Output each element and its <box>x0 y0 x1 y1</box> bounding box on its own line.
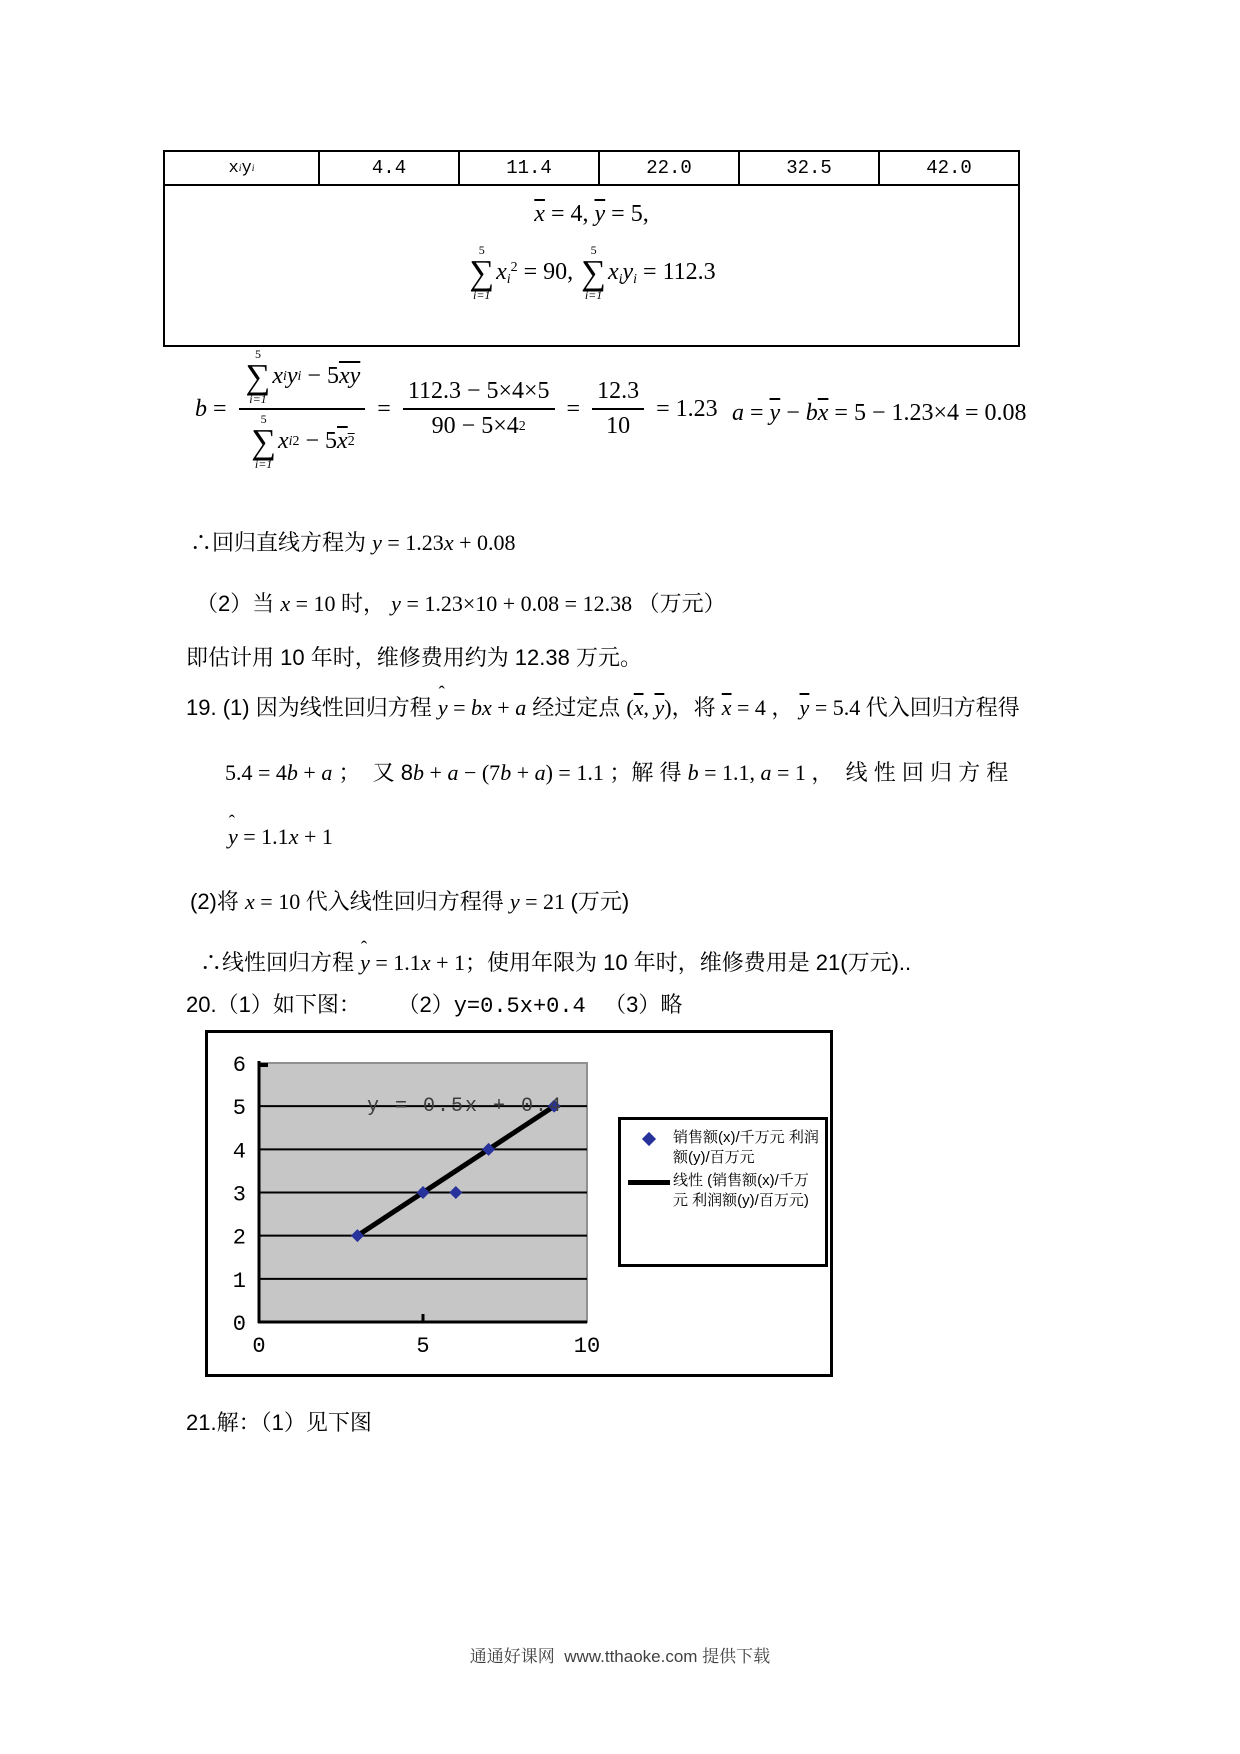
chart <box>205 1030 833 1377</box>
means-formula: $\overline{x} = 4$, $\overline{y} = 5$, <box>534 201 649 227</box>
table-row <box>165 152 1018 186</box>
table-cell: 4.4 <box>320 152 460 184</box>
table-cell: 22.0 <box>600 152 740 184</box>
svg-text:1: 1 <box>232 1268 246 1294</box>
diamond-marker-icon <box>625 1128 673 1167</box>
svg-text:y = 0.5x + 0.4: y = 0.5x + 0.4 <box>366 1095 563 1119</box>
legend-label: 销售额(x)/千万元 利润额(y)/百万元 <box>673 1129 819 1166</box>
legend-label: 线性 (销售额(x)/千万元 利润额(y)/百万元) <box>673 1172 809 1209</box>
table-header-cell: x i y i <box>165 152 320 184</box>
chart-legend <box>618 1117 828 1267</box>
answer-table <box>163 150 1020 347</box>
svg-text:2: 2 <box>232 1225 246 1251</box>
svg-text:10: 10 <box>573 1334 601 1359</box>
table-cell: 32.5 <box>740 152 880 184</box>
svg-text:0: 0 <box>232 1312 246 1337</box>
regression-conclusion-line: ∴回归直线方程为 y = 1.23x + 0.08 <box>190 530 516 555</box>
a-coefficient-formula: $a = \overline{y} - b\overline{x} = 5 - 1.23\times 4 = 0.08$ <box>732 400 1027 426</box>
question19-equation-line: y ˆ = 1.1x + 1 <box>228 824 333 850</box>
table-formula-area <box>165 186 1018 345</box>
legend-item-points <box>625 1128 821 1167</box>
question19-line2: 5.4 = 4b + a ； 又 8b + a − (7b + a) = 1.1 ；解 得 b = 1.1, a = 1 ， 线 性 回 归 方 程 <box>225 760 1009 785</box>
line-marker-icon <box>625 1171 673 1210</box>
svg-text:5: 5 <box>416 1334 430 1359</box>
legend-item-line <box>625 1171 821 1210</box>
page-footer: 通通好课网 www.tthaoke.com 提供下载 <box>469 1647 771 1666</box>
sums-formula: 5 ∑ i=1 $xi^2 = 90$, 5 ∑ i=1 xiyi = 112.3 <box>469 243 716 303</box>
table-cell: 11.4 <box>460 152 600 184</box>
b-coefficient-formula: b = 5 ∑ i=1 x i y i − 5 $\overline{xy}$ 5 ∑ i=1 x i 2 − 5 $\overline{x}$ 2 = 112.3 − 5×4×5 90 − 5×4 2 = $\frac{12.3}{10}$ = 1.23 <box>195 347 718 472</box>
question19-part2-line: (2)将 x = 10 代入线性回归方程得 y = 21 (万元) <box>190 889 630 914</box>
question18-part2-line: （2）当 x = 10 时， y = 1.23×10 + 0.08 = 12.38 （万元） <box>196 591 726 616</box>
svg-text:3: 3 <box>232 1182 246 1208</box>
question20-line: 20.（1）如下图： （2）y=0.5x+0.4 （3）略 <box>186 992 683 1019</box>
svg-text:5: 5 <box>232 1096 246 1122</box>
svg-text:0: 0 <box>252 1334 266 1359</box>
table-cell: 42.0 <box>926 157 972 179</box>
svg-text:4: 4 <box>232 1139 246 1165</box>
question19-line1: 19. (1) 因为线性回归方程 y ˆ = bx + a 经过定点 ($\overline{x}$, $\overline{y}$)，将 $\overline{x} = 4$ ， $\overline{y} = 5.4$ 代入回归方程得 <box>186 691 1020 722</box>
estimate-line: 即估计用 10 年时，维修费用约为 12.38 万元。 <box>186 645 642 670</box>
svg-text:6: 6 <box>232 1053 246 1078</box>
question21-line: 21.解：（1）见下图 <box>186 1410 372 1435</box>
question19-conclusion-line: ∴线性回归方程 y ˆ = 1.1x + 1；使用年限为 10 年时，维修费用是 21(万元).. <box>200 946 911 977</box>
